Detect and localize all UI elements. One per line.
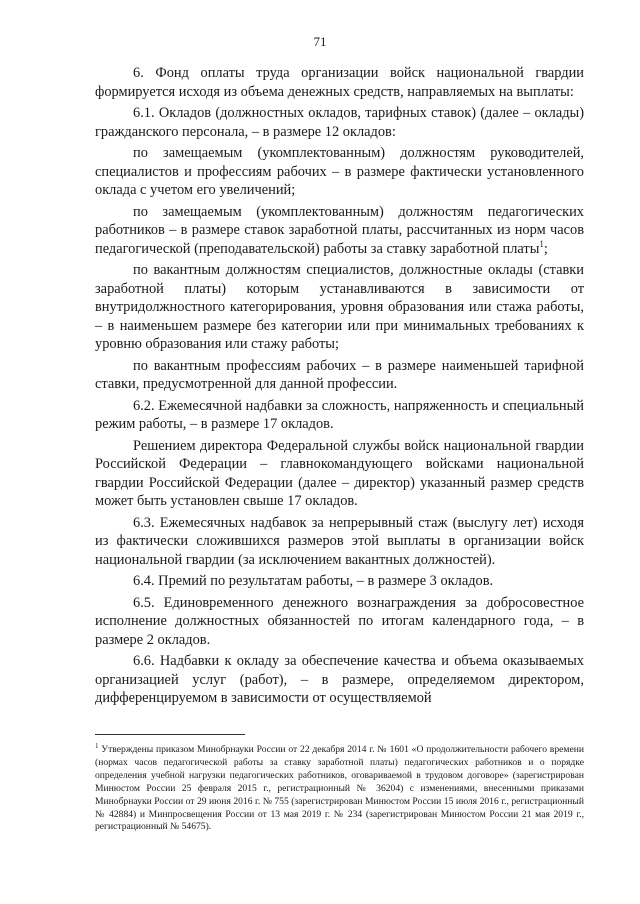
paragraph-6-1-teachers-text: по замещаемым (укомплектованным) должностям педагогических работников – в размере ставок заработной платы, рассчитанных из норм часов педагогической (преподавательской) работы за ставку заработной платы: [95, 203, 584, 257]
paragraph-6-1-managers: по замещаемым (укомплектованным) должностям руководителей, специалистов и профессиям рабочих – в размере фактически установленного оклада с учетом его увеличений;: [95, 145, 584, 198]
footnote-text: Утверждены приказом Минобрнауки России от 22 декабря 2014 г. № 1601 «О продолжительности рабочего времени (нормах часов педагогической работы за ставку заработной платы) педагогических работников и о порядке определения учебной нагрузки педагогических работников, оговариваемой в трудовом договоре» (зарегистрирован Минюстом России 25 февраля 2015 г., регистрационный № 36204) с изменениями, внесенными приказами Минобрнауки России от 29 июня 2016 г. № 755 (зарегистрирован Минюстом России 15 июля 2016 г., регистрационный № 42884) и Минпросвещения России от 13 мая 2019 г. № 234 (зарегистрирован Минюстом России 21 мая 2019 г., регистрационный № 54675).: [95, 744, 584, 833]
page-number: 71: [313, 34, 327, 49]
document-body: [95, 64, 584, 711]
paragraph-6-1-vacant-specialists: по вакантным должностям специалистов, должностные оклады (ставки заработной платы) которым устанавливаются в зависимости от внутридолжностного категорирования, уровня образования или стажа работы, – в наименьшем размере без категории или при минимальных требованиях к уровню образования или стажу работы;: [95, 262, 584, 352]
paragraph-6-4: 6.4. Премий по результатам работы, – в размере 3 окладов.: [133, 573, 494, 589]
paragraph-6-1-teachers: [95, 203, 584, 259]
footnote-marker: 1: [95, 742, 99, 750]
paragraph-6: 6. Фонд оплаты труда организации войск национальной гвардии формируется исходя из объема денежных средств, направляемых на выплаты:: [95, 65, 584, 100]
paragraph-6-3: 6.3. Ежемесячных надбавок за непрерывный стаж (выслугу лет) исходя из фактически сложившихся размеров этой выплаты в организации войск национальной гвардии (за исключением вакантных должностей).: [95, 514, 584, 568]
paragraph-6-6: 6.6. Надбавки к окладу за обеспечение качества и объема оказываемых организацией услуг (работ), – в размере, определяемом директором, дифференцируемом в зависимости от осуществляемой: [95, 653, 584, 706]
paragraph-6-1-vacant-workers: по вакантным профессиям рабочих – в размере наименьшей тарифной ставки, предусмотренной для данной профессии.: [95, 357, 584, 392]
footnote-reference-suffix: ;: [543, 240, 548, 257]
paragraph-director-decision: Решением директора Федеральной службы войск национальной гвардии Российской Федерации – главнокомандующего войсками национальной гвардии Российской Федерации (далее – директор) указанный размер средств может быть установлен свыше 17 окладов.: [95, 437, 584, 509]
footnote-1: [95, 744, 584, 834]
footnote-divider: [95, 734, 245, 735]
footnotes: [95, 744, 584, 834]
paragraph-6-2: 6.2. Ежемесячной надбавки за сложность, напряженность и специальный режим работы, – в размере 17 окладов.: [95, 397, 584, 432]
footnote-reference: 1: [539, 238, 544, 249]
paragraph-6-1: 6.1. Окладов (должностных окладов, тарифных ставок) (далее – оклады) гражданского персонала, – в размере 12 окладов:: [95, 105, 584, 140]
paragraph-6-5: 6.5. Единовременного денежного вознаграждения за добросовестное исполнение должностных обязанностей по итогам календарного года, – в размере 2 окладов.: [95, 594, 584, 648]
